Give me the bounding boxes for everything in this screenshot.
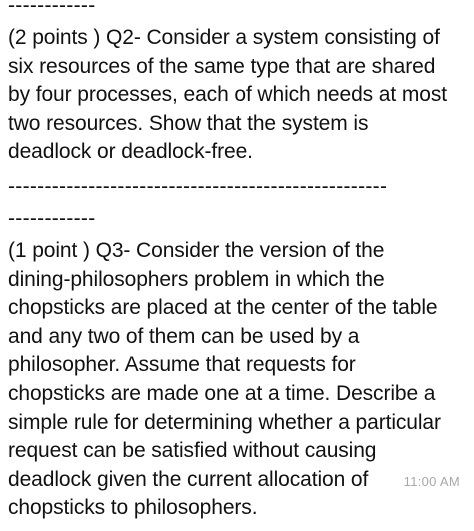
separator-long: ---------------------------------------------------- [8, 174, 388, 198]
separator-top: ------------ [8, 0, 96, 17]
message-timestamp: 11:00 AM [403, 474, 460, 489]
q3-line-7: simple rule for determining whether a particular [8, 410, 441, 434]
question-2-block [8, 24, 464, 167]
q3-line-6: chopsticks are made one at a time. Describe a [8, 381, 436, 405]
q3-line-5: philosopher. Assume that requests for [8, 353, 356, 377]
q2-line-1: (2 points ) Q2- Consider a system consisting of [8, 26, 440, 49]
q3-line-10: chopsticks to philosophers. [8, 496, 258, 520]
q3-line-8: request can be satisfied without causing [8, 439, 377, 463]
q2-line-2: six resources of the same type that are shared [8, 54, 436, 78]
q3-line-3: chopsticks are placed at the center of the table [8, 296, 438, 320]
q2-line-4: two resources. Show that the system is [8, 111, 369, 135]
q2-line-3: by four processes, each of which needs at most [8, 83, 447, 107]
question-3-block [8, 237, 464, 523]
q3-line-1: (1 point ) Q3- Consider the version of the [8, 238, 385, 262]
q3-line-2: dining-philosophers problem in which the [8, 267, 385, 291]
q2-line-5: deadlock or deadlock-free. [8, 140, 253, 164]
q3-line-9: deadlock given the current allocation of [8, 467, 369, 491]
q3-line-4: and any two of them can be used by a [8, 324, 360, 348]
separator-mid: ------------ [8, 206, 96, 230]
